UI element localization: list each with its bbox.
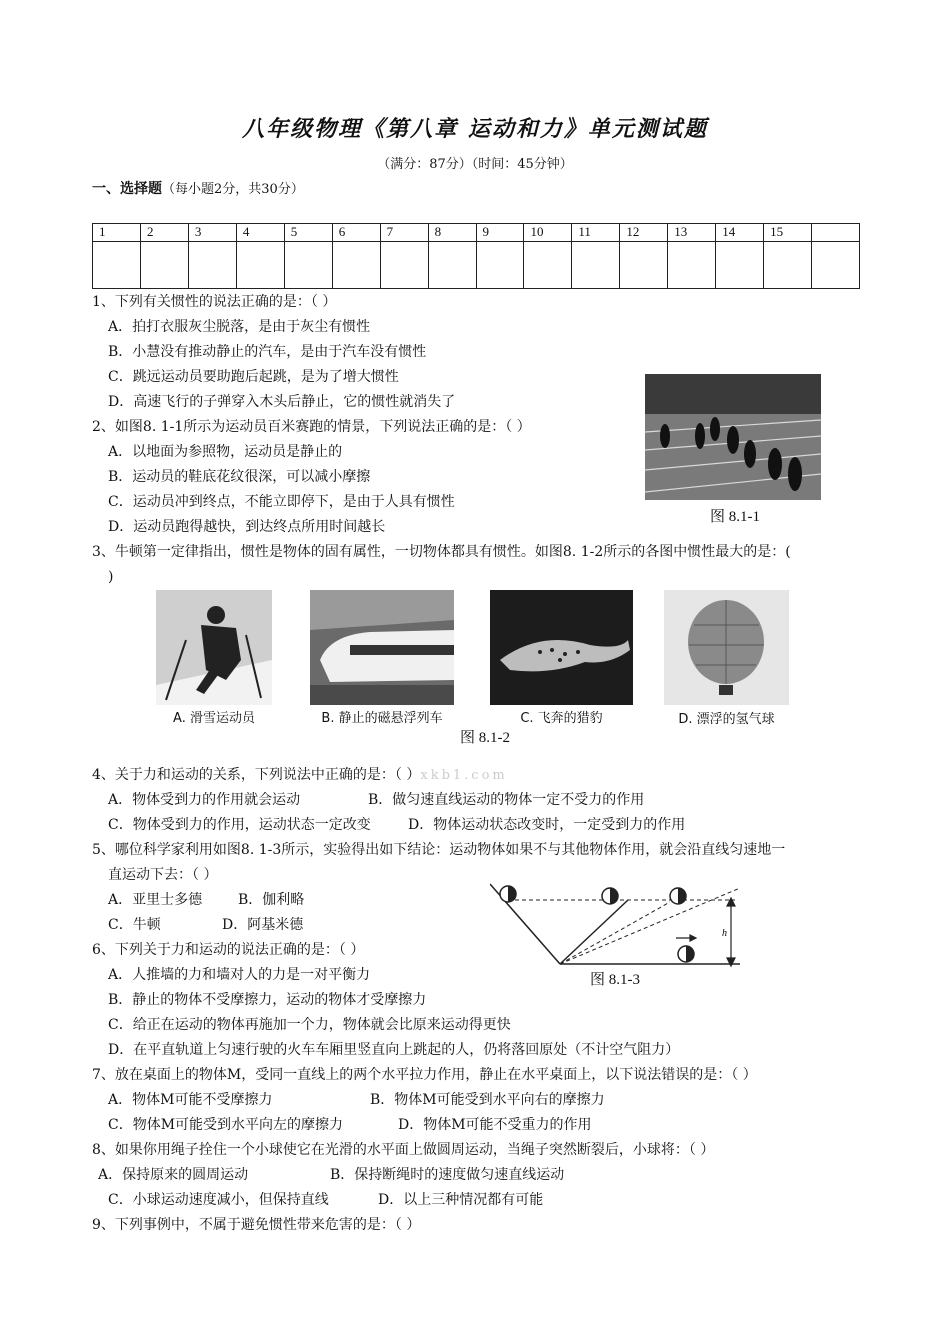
answer-blank-cell[interactable] xyxy=(93,242,141,289)
fig-8-1-2-caption: 图 8.1-2 xyxy=(460,730,510,746)
answer-blank-cell[interactable] xyxy=(524,242,572,289)
q3-stem-close: ) xyxy=(108,569,114,585)
q2-option-d: D．运动员跑得越快，到达终点所用时间越长 xyxy=(108,519,386,535)
pic-d-label: D. 漂浮的氢气球 xyxy=(678,712,775,727)
section-note: （每小题2分，共30分） xyxy=(162,182,304,197)
fig-8-1-3-caption: 图 8.1-3 xyxy=(590,972,640,988)
q6-option-b: B．静止的物体不受摩擦力，运动的物体才受摩擦力 xyxy=(108,992,427,1008)
q1-option-a: A．拍打衣服灰尘脱落，是由于灰尘有惯性 xyxy=(108,319,371,335)
answer-blank-cell[interactable] xyxy=(812,242,860,289)
answer-blank-cell[interactable] xyxy=(716,242,764,289)
q5-option-d: D．阿基米德 xyxy=(222,917,304,933)
q5-stem-cont: 直运动下去：（ ） xyxy=(108,867,218,883)
q4-option-c: C．物体受到力的作用，运动状态一定改变 xyxy=(108,817,371,833)
answer-number-cell: 12 xyxy=(620,224,668,242)
answer-blank-cell[interactable] xyxy=(284,242,332,289)
q1-option-d: D．高速飞行的子弹穿入木头后静止，它的惯性就消失了 xyxy=(108,394,456,410)
q2-option-c: C．运动员冲到终点，不能立即停下，是由于人具有惯性 xyxy=(108,494,455,510)
answer-number-cell: 9 xyxy=(476,224,524,242)
pic-a-label: A. 滑雪运动员 xyxy=(173,711,255,726)
q4-stem xyxy=(92,763,508,788)
section-title: 一、选择题 xyxy=(92,181,162,197)
answer-number-cell: 4 xyxy=(236,224,284,242)
q1-option-b: B．小慧没有推动静止的汽车，是由于汽车没有惯性 xyxy=(108,344,427,360)
q1-option-c: C．跳远运动员要助跑后起跳，是为了增大惯性 xyxy=(108,369,399,385)
balloon-photo xyxy=(664,590,789,705)
answer-number-cell: 6 xyxy=(332,224,380,242)
q7-option-a: A．物体M可能不受摩擦力 xyxy=(108,1092,273,1108)
fig-8-1-1-caption: 图 8.1-1 xyxy=(710,509,760,525)
q4-stem-text: 4、关于力和运动的关系，下列说法中正确的是：（ ） xyxy=(92,767,421,783)
answer-table xyxy=(92,223,860,289)
answer-number-cell xyxy=(812,224,860,242)
ball-icon xyxy=(500,886,694,962)
answer-blank-cell[interactable] xyxy=(620,242,668,289)
q8-stem: 8、如果你用绳子拴住一个小球使它在光滑的水平面上做圆周运动，当绳子突然断裂后，小球将：（ ） xyxy=(92,1142,715,1158)
answer-blank-cell[interactable] xyxy=(668,242,716,289)
q4-option-b: B．做匀速直线运动的物体一定不受力的作用 xyxy=(368,792,645,808)
q5-stem: 5、哪位科学家利用如图8. 1-3所示，实验得出如下结论：运动物体如果不与其他物体作用，就会沿直线匀速地一 xyxy=(92,842,786,858)
section-heading xyxy=(92,178,304,198)
incline-diagram xyxy=(490,882,750,970)
q6-option-a: A．人推墙的力和墙对人的力是一对平衡力 xyxy=(108,967,371,983)
pic-c-label: C. 飞奔的猎豹 xyxy=(520,711,603,726)
q8-option-d: D．以上三种情况都有可能 xyxy=(378,1192,544,1208)
answer-number-cell: 8 xyxy=(428,224,476,242)
answer-number-cell: 15 xyxy=(764,224,812,242)
q2-option-b: B．运动员的鞋底花纹很深，可以减小摩擦 xyxy=(108,469,371,485)
q7-option-d: D．物体M可能不受重力的作用 xyxy=(398,1117,592,1133)
q6-option-d: D．在平直轨道上匀速行驶的火车车厢里竖直向上跳起的人，仍将落回原处（不计空气阻力） xyxy=(108,1042,680,1058)
answer-blank-cell[interactable] xyxy=(188,242,236,289)
answer-blank-cell[interactable] xyxy=(572,242,620,289)
q5-option-a: A．亚里士多德 xyxy=(108,892,203,908)
q4-option-a: A．物体受到力的作用就会运动 xyxy=(108,792,301,808)
q6-option-c: C．给正在运动的物体再施加一个力，物体就会比原来运动得更快 xyxy=(108,1017,511,1033)
pic-b-label: B. 静止的磁悬浮列车 xyxy=(321,711,443,726)
q1-stem: 1、下列有关惯性的说法正确的是：（ ） xyxy=(92,294,337,310)
answer-number-cell: 3 xyxy=(188,224,236,242)
answer-number-cell: 10 xyxy=(524,224,572,242)
answer-number-cell: 11 xyxy=(572,224,620,242)
q7-option-b: B．物体M可能受到水平向右的摩擦力 xyxy=(370,1092,605,1108)
answer-number-cell: 7 xyxy=(380,224,428,242)
q2-option-a: A．以地面为参照物，运动员是静止的 xyxy=(108,444,343,460)
answer-blank-cell[interactable] xyxy=(140,242,188,289)
cheetah-photo xyxy=(490,590,633,705)
q8-option-b: B．保持断绳时的速度做匀速直线运动 xyxy=(330,1167,565,1183)
q2-stem: 2、如图8. 1-1所示为运动员百米赛跑的情景，下列说法正确的是：（ ） xyxy=(92,419,531,435)
q8-option-a: A．保持原来的圆周运动 xyxy=(98,1167,249,1183)
maglev-train-photo xyxy=(310,590,454,705)
watermark: xkb1.com xyxy=(420,768,508,783)
answer-blank-cell[interactable] xyxy=(380,242,428,289)
exam-meta: （满分：87分）（时间：45分钟） xyxy=(377,157,573,172)
page-title: 八年级物理《第八章 运动和力》单元测试题 xyxy=(242,116,708,142)
answer-number-cell: 5 xyxy=(284,224,332,242)
answer-blank-cell[interactable] xyxy=(236,242,284,289)
skier-photo xyxy=(156,590,272,705)
answer-number-cell: 2 xyxy=(140,224,188,242)
answer-number-cell: 13 xyxy=(668,224,716,242)
q9-stem: 9、下列事例中，不属于避免惯性带来危害的是：（ ） xyxy=(92,1217,421,1233)
fig-h-label: h xyxy=(722,928,727,939)
answer-number-cell: 1 xyxy=(93,224,141,242)
answer-blank-cell[interactable] xyxy=(428,242,476,289)
q7-stem: 7、放在桌面上的物体M，受同一直线上的两个水平拉力作用，静止在水平桌面上，以下说法错误的是：（ ） xyxy=(92,1067,757,1083)
q4-option-d: D．物体运动状态改变时，一定受到力的作用 xyxy=(408,817,686,833)
q7-option-c: C．物体M可能受到水平向左的摩擦力 xyxy=(108,1117,344,1133)
answer-blank-cell[interactable] xyxy=(764,242,812,289)
q3-stem: 3、牛顿第一定律指出，惯性是物体的固有属性，一切物体都具有惯性。如图8. 1-2所示的各图中惯性最大的是：( xyxy=(92,544,791,560)
q5-option-b: B．伽利略 xyxy=(238,892,305,908)
q5-option-c: C．牛顿 xyxy=(108,917,161,933)
answer-number-cell: 14 xyxy=(716,224,764,242)
q8-option-c: C．小球运动速度减小，但保持直线 xyxy=(108,1192,329,1208)
q6-stem: 6、下列关于力和运动的说法正确的是：（ ） xyxy=(92,942,365,958)
sprint-photo xyxy=(645,374,821,500)
answer-blank-cell[interactable] xyxy=(476,242,524,289)
answer-blank-cell[interactable] xyxy=(332,242,380,289)
